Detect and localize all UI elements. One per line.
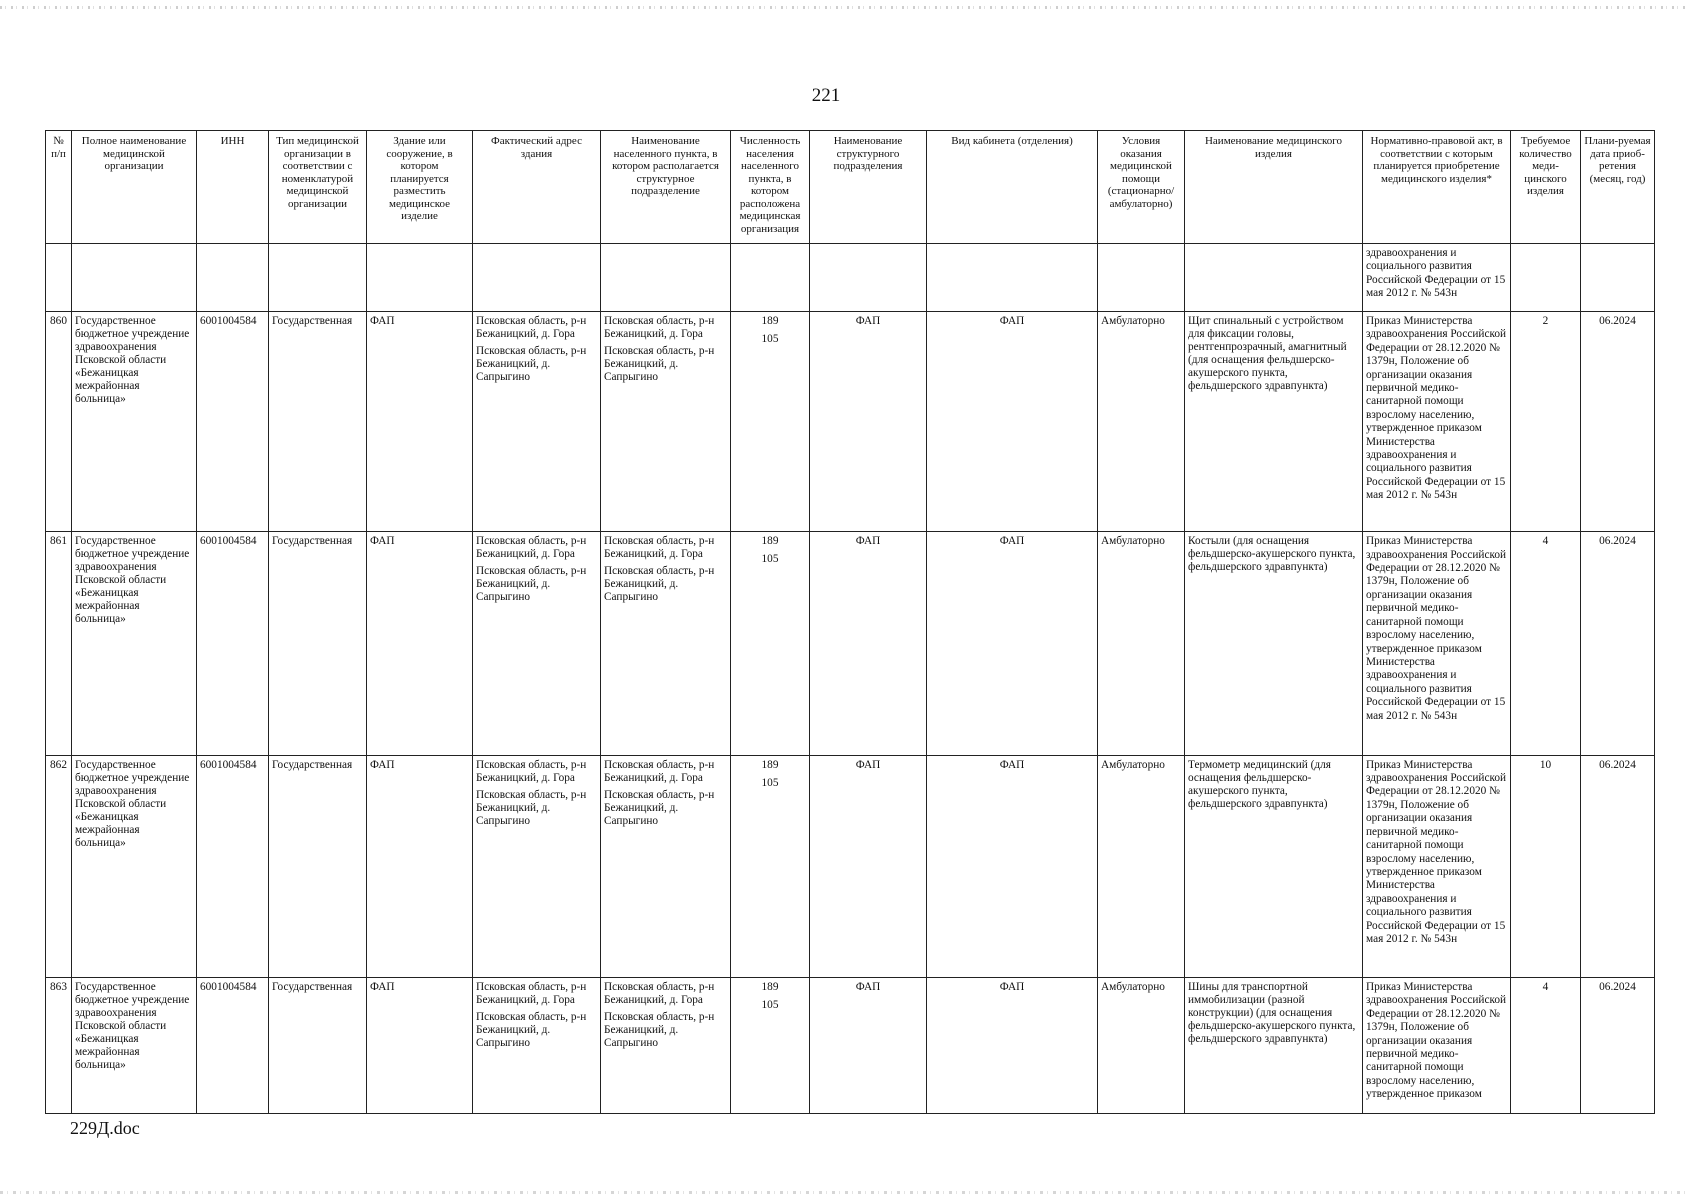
device-name-cell: Костыли (для оснащения фельдшерско-акушерского пункта, фельдшерского здравпункта): [1185, 532, 1363, 755]
column-header-type: Тип медицинской организации в соответствии с номенклатурой медицинской организации: [269, 131, 367, 244]
locality-cell: [601, 755, 731, 977]
page-number: 221: [811, 85, 841, 106]
device-name-cell: Щит спинальный с устройством для фиксации головы, рентгенпрозрачный, амагнитный (для оснащения фельдшерско-акушерского пункта, фельдшерского здравпункта): [1185, 311, 1363, 531]
column-header-num: № п/п: [46, 131, 72, 244]
cabinet-cell: ФАП: [927, 311, 1098, 531]
population-value: 189: [761, 535, 779, 548]
column-header-device: Наименование медицинского изделия: [1185, 131, 1363, 244]
locality-line: Псковская область, р-н Бежаницкий, д. Сапрыгино: [604, 1011, 715, 1050]
population-cell: [731, 311, 810, 531]
unit-cell: ФАП: [810, 755, 927, 977]
inn-cell: 6001004584: [197, 755, 269, 977]
table-cell: [731, 244, 810, 312]
table-row: [46, 978, 1655, 1114]
table-row: [46, 532, 1655, 755]
row-number: 860: [46, 311, 72, 531]
address-line: Псковская область, р-н Бежаницкий, д. Сапрыгино: [476, 565, 587, 604]
column-header-date: Плани-руемая дата приоб-ретения (месяц, год): [1581, 131, 1655, 244]
address-cell: [473, 532, 601, 755]
column-header-quantity: Требуемое количество меди-цинского изделия: [1511, 131, 1581, 244]
address-line: Псковская область, р-н Бежаницкий, д. Сапрыгино: [476, 788, 587, 827]
org-type-cell: Государственная: [269, 755, 367, 977]
device-name-cell: Термометр медицинский (для оснащения фельдшерско-акушерского пункта, фельдшерского здравпункта): [1185, 755, 1363, 977]
column-header-inn: ИНН: [197, 131, 269, 244]
device-name-cell: Шины для транспортной иммобилизации (разной конструкции) (для оснащения фельдшерско-акушерского пункта, фельдшерского здравпункта): [1185, 978, 1363, 1114]
table-cell: [1511, 244, 1581, 312]
building-cell: ФАП: [367, 532, 473, 755]
population-value: 105: [761, 553, 779, 566]
column-header-building: Здание или сооружение, в котором планируется разместить медицинское изделие: [367, 131, 473, 244]
locality-line: Псковская область, р-н Бежаницкий, д. Гора: [604, 758, 715, 784]
table-cell: [46, 244, 72, 312]
address-line: Псковская область, р-н Бежаницкий, д. Гора: [476, 981, 587, 1007]
inn-cell: 6001004584: [197, 311, 269, 531]
date-cell: 06.2024: [1581, 978, 1655, 1114]
continuation-row: [46, 244, 1655, 312]
table-cell: [1185, 244, 1363, 312]
building-cell: ФАП: [367, 755, 473, 977]
address-cell: [473, 755, 601, 977]
inn-cell: 6001004584: [197, 532, 269, 755]
scan-edge-bottom: [0, 1191, 1686, 1194]
table-cell: [1098, 244, 1185, 312]
row-number: 863: [46, 978, 72, 1114]
conditions-cell: Амбулаторно: [1098, 978, 1185, 1114]
population-cell: [731, 755, 810, 977]
table-cell: [72, 244, 197, 312]
table-cell: [601, 244, 731, 312]
locality-line: Псковская область, р-н Бежаницкий, д. Гора: [604, 535, 715, 561]
population-value: 105: [761, 999, 779, 1012]
locality-cell: [601, 978, 731, 1114]
scan-edge-top: [0, 6, 1686, 9]
column-header-org: Полное наименование медицинской организации: [72, 131, 197, 244]
org-type-cell: Государственная: [269, 532, 367, 755]
register-table: [45, 130, 1655, 1114]
conditions-cell: Амбулаторно: [1098, 755, 1185, 977]
address-cell: [473, 311, 601, 531]
table-cell: [810, 244, 927, 312]
org-type-cell: Государственная: [269, 978, 367, 1114]
organization-name: Государственное бюджетное учреждение здравоохранения Псковской области «Бежаницкая межрайонная больница»: [72, 532, 197, 755]
footer-file-name: 229Д.doc: [70, 1118, 140, 1138]
population-value: 189: [761, 314, 779, 327]
quantity-cell: 4: [1511, 532, 1581, 755]
column-header-conditions: Условия оказания медицинской помощи (стационарно/ амбулаторно): [1098, 131, 1185, 244]
column-header-population: Численность населения населенного пункта, в котором расположена медицинская организация: [731, 131, 810, 244]
cabinet-cell: ФАП: [927, 532, 1098, 755]
population-cell: [731, 532, 810, 755]
cabinet-cell: ФАП: [927, 755, 1098, 977]
building-cell: ФАП: [367, 978, 473, 1114]
population-value: 189: [761, 981, 779, 994]
address-line: Псковская область, р-н Бежаницкий, д. Гора: [476, 758, 587, 784]
population-value: 105: [761, 776, 779, 789]
locality-line: Псковская область, р-н Бежаницкий, д. Сапрыгино: [604, 344, 715, 383]
legal-act-cell: Приказ Министерства здравоохранения Российской Федерации от 28.12.2020 № 1379н, Положение об организации оказания первичной медико-санитарной помощи взрослому населению, утвержденное приказом: [1363, 978, 1511, 1114]
locality-line: Псковская область, р-н Бежаницкий, д. Гора: [604, 981, 715, 1007]
date-cell: 06.2024: [1581, 755, 1655, 977]
unit-cell: ФАП: [810, 532, 927, 755]
column-header-address: Фактический адрес здания: [473, 131, 601, 244]
conditions-cell: Амбулаторно: [1098, 532, 1185, 755]
column-header-locality: Наименование населенного пункта, в котором располагается структурное подразделение: [601, 131, 731, 244]
table-row: [46, 311, 1655, 531]
legal-act-cell: Приказ Министерства здравоохранения Российской Федерации от 28.12.2020 № 1379н, Положение об организации оказания первичной медико-санитарной помощи взрослому населению, утвержденное приказом Министерства здравоохранения и социального развития Российской Федерации от 15 мая 2012 г. № 543н: [1363, 755, 1511, 977]
population-cell: [731, 978, 810, 1114]
address-cell: [473, 978, 601, 1114]
column-header-legal-act: Нормативно-правовой акт, в соответствии с которым планируется приобретение медицинского изделия*: [1363, 131, 1511, 244]
population-value: 105: [761, 332, 779, 345]
table-cell: [473, 244, 601, 312]
date-cell: 06.2024: [1581, 532, 1655, 755]
row-number: 861: [46, 532, 72, 755]
legal-act-continuation: здравоохранения и социального развития Российской Федерации от 15 мая 2012 г. № 543н: [1363, 244, 1511, 312]
quantity-cell: 10: [1511, 755, 1581, 977]
table-row: [46, 755, 1655, 977]
unit-cell: ФАП: [810, 311, 927, 531]
organization-name: Государственное бюджетное учреждение здравоохранения Псковской области «Бежаницкая межрайонная больница»: [72, 311, 197, 531]
table-cell: [269, 244, 367, 312]
header-row: [46, 131, 1655, 244]
locality-cell: [601, 311, 731, 531]
unit-cell: ФАП: [810, 978, 927, 1114]
building-cell: ФАП: [367, 311, 473, 531]
column-header-cabinet: Вид кабинета (отделения): [927, 131, 1098, 244]
quantity-cell: 4: [1511, 978, 1581, 1114]
table-cell: [367, 244, 473, 312]
locality-line: Псковская область, р-н Бежаницкий, д. Сапрыгино: [604, 788, 715, 827]
date-cell: 06.2024: [1581, 311, 1655, 531]
locality-line: Псковская область, р-н Бежаницкий, д. Сапрыгино: [604, 565, 715, 604]
address-line: Псковская область, р-н Бежаницкий, д. Сапрыгино: [476, 344, 587, 383]
cabinet-cell: ФАП: [927, 978, 1098, 1114]
row-number: 862: [46, 755, 72, 977]
column-header-unit: Наименование структурного подразделения: [810, 131, 927, 244]
table-cell: [1581, 244, 1655, 312]
address-line: Псковская область, р-н Бежаницкий, д. Сапрыгино: [476, 1011, 587, 1050]
population-value: 189: [761, 758, 779, 771]
locality-line: Псковская область, р-н Бежаницкий, д. Гора: [604, 314, 715, 340]
table-cell: [927, 244, 1098, 312]
organization-name: Государственное бюджетное учреждение здравоохранения Псковской области «Бежаницкая межрайонная больница»: [72, 755, 197, 977]
locality-cell: [601, 532, 731, 755]
table-cell: [197, 244, 269, 312]
org-type-cell: Государственная: [269, 311, 367, 531]
address-line: Псковская область, р-н Бежаницкий, д. Гора: [476, 535, 587, 561]
legal-act-cell: Приказ Министерства здравоохранения Российской Федерации от 28.12.2020 № 1379н, Положение об организации оказания первичной медико-санитарной помощи взрослому населению, утвержденное приказом Министерства здравоохранения и социального развития Российской Федерации от 15 мая 2012 г. № 543н: [1363, 311, 1511, 531]
conditions-cell: Амбулаторно: [1098, 311, 1185, 531]
quantity-cell: 2: [1511, 311, 1581, 531]
organization-name: Государственное бюджетное учреждение здравоохранения Псковской области «Бежаницкая межрайонная больница»: [72, 978, 197, 1114]
legal-act-cell: Приказ Министерства здравоохранения Российской Федерации от 28.12.2020 № 1379н, Положение об организации оказания первичной медико-санитарной помощи взрослому населению, утвержденное приказом Министерства здравоохранения и социального развития Российской Федерации от 15 мая 2012 г. № 543н: [1363, 532, 1511, 755]
address-line: Псковская область, р-н Бежаницкий, д. Гора: [476, 314, 587, 340]
inn-cell: 6001004584: [197, 978, 269, 1114]
